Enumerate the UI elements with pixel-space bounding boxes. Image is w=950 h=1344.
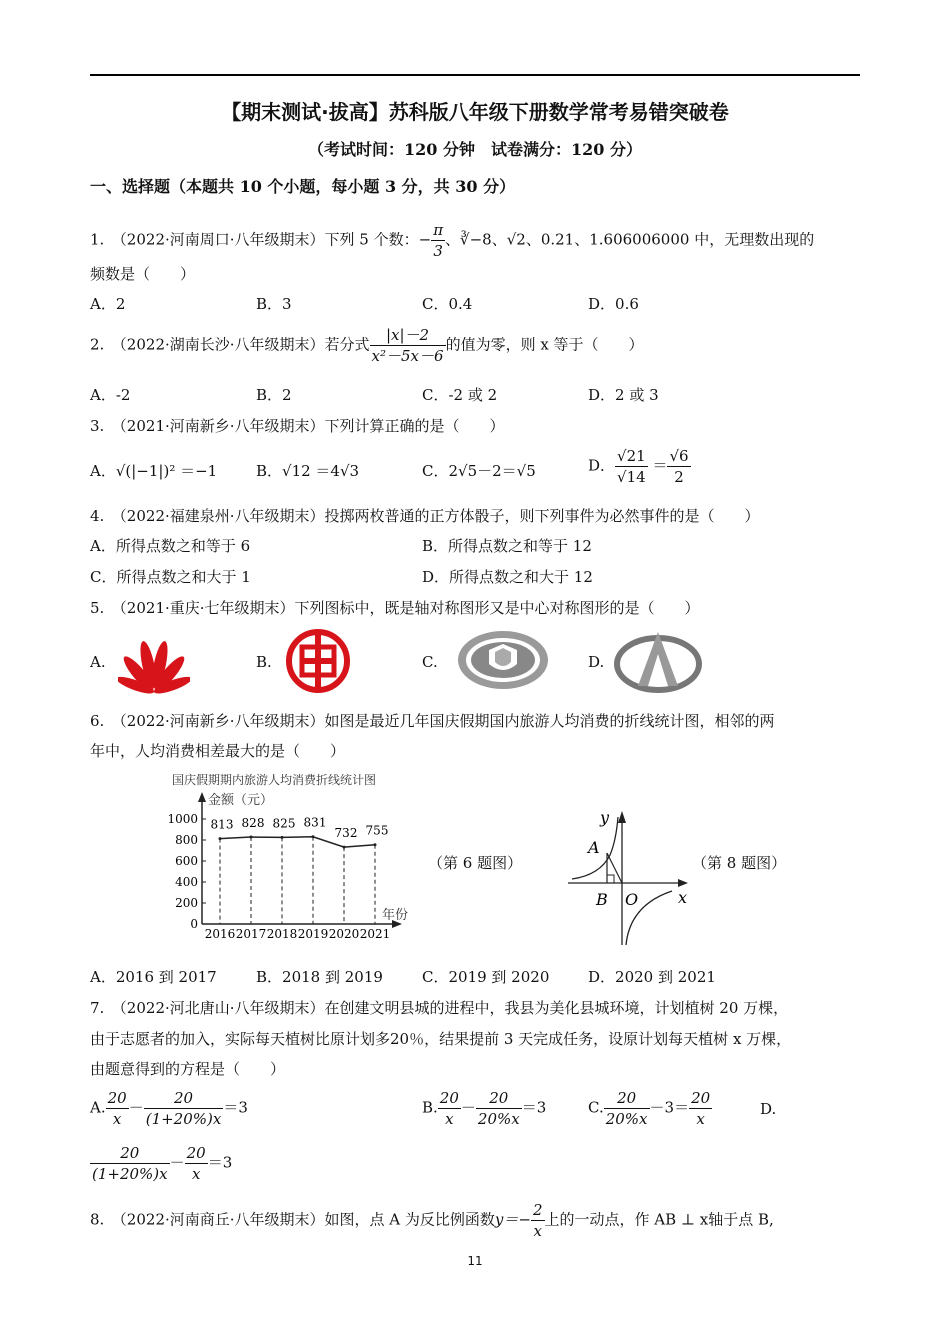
great-wall-logo-icon [455,628,551,692]
q7-option-d-label[interactable]: D. [760,1100,777,1118]
section-heading: 一、选择题（本题共 10 个小题，每小题 3 分，共 30 分） [90,177,516,196]
q7-option-a[interactable]: A. $\frac{20}{x}$ － $\frac{20}{(1+20\%)x}$ ＝3 [90,1089,248,1128]
q6-option-a[interactable]: A．2016 到 2017 [90,968,217,986]
chart-ylabel: 金额（元） [208,793,274,808]
page-number: 11 [467,1254,483,1268]
q2-option-d[interactable]: D．2 或 3 [588,386,659,404]
chery-logo-icon [614,624,702,694]
q5-option-d[interactable]: D. [588,653,605,671]
q2-option-a[interactable]: A．-2 [90,386,131,404]
consumption-line-chart [160,770,420,950]
data-label: 825 [272,816,296,831]
fig8-x-arrow [678,879,688,887]
q6-option-c[interactable]: C．2019 到 2020 [422,968,550,986]
q7-option-d[interactable]: $\frac{20}{(1+20\%)x}$ － $\frac{20}{x}$ ＝3 [92,1144,233,1183]
question-5: 5. （2021·重庆·七年级期末）下列图标中，既是轴对称图形又是中心对称图形的是（ ） [90,599,700,617]
q1-option-a[interactable]: A．2 [90,295,126,313]
figure-6-caption: （第 6 题图） [428,854,523,872]
q3-option-a[interactable]: A．√(|−1|)² ＝−1 [90,462,218,480]
q1-option-c[interactable]: C．0.4 [422,295,473,313]
page-title: 【期末测试·拔高】苏科版八年级下册数学常考易错突破卷 [221,100,729,124]
question-2 [90,325,644,366]
q1-lead: 1. （2022·河南周口·八年级期末）下列 5 个数： [90,230,419,249]
y-tick-label: 600 [175,854,198,868]
figure-8-caption: （第 8 题图） [692,854,787,872]
q7-option-c[interactable]: C. $\frac{20}{20\%x}$ －3＝ $\frac{20}{x}$ [588,1089,711,1128]
huawei-logo-icon [118,636,190,694]
y-tick-label: 800 [175,833,198,847]
q7-option-b[interactable]: B. $\frac{20}{x}$ － $\frac{20}{20\%x}$ ＝3 [422,1089,547,1128]
q6-option-d[interactable]: D．2020 到 2021 [588,968,716,986]
inverse-function-graph [560,805,690,950]
y-tick-label: 1000 [167,812,198,826]
data-label: 831 [303,815,327,830]
y-tick-label: 0 [190,917,198,931]
fig8-label-o: O [625,890,639,909]
question-6-line1: 6. （2022·河南新乡·八年级期末）如图是最近几年国庆假期国内旅游人均消费的折线统计图，相邻的两 [90,712,775,730]
chart-xlabel: 年份 [382,908,409,923]
q1-fraction: $\frac{\pi}{3}$ [433,221,444,260]
question-4: 4. （2022·福建泉州·八年级期末）投掷两枚普通的正方体骰子，则下列事件为必然事件的是（ ） [90,507,760,525]
q1-option-d[interactable]: D．0.6 [588,295,639,313]
chart-title: 国庆假期期内旅游人均消费折线统计图 [172,773,377,787]
q1-option-b[interactable]: B．3 [256,295,292,313]
q2-lead: 2. （2022·湖南长沙·八年级期末）若分式 [90,335,370,354]
fig8-label-x: x [678,888,688,907]
question-7-line3: 由题意得到的方程是（ ） [90,1060,286,1078]
data-label: 732 [334,826,358,841]
x-tick-label: 2016 [204,927,236,941]
fig8-right-angle [607,875,614,883]
q2-fraction: $\frac{|x|-2}{\text{x²－5x－6}}$ [371,326,444,365]
q2-option-b[interactable]: B．2 [256,386,292,404]
q1-numbers: 、∛−8、√2、0.21、1.606006000 中，无理数出现的 [445,230,815,249]
q3-option-d[interactable]: D． $\frac{√21}{√14}$ ＝ $\frac{√6}{2}$ [588,447,689,486]
icbc-logo-icon [284,627,352,695]
q5-option-a[interactable]: A. [90,653,106,671]
y-tick-label: 200 [175,896,198,910]
q2-tail: 的值为零，则 x 等于（ ） [445,335,644,354]
q4-option-b[interactable]: B．所得点数之和等于 12 [422,537,592,555]
y-tick-label: 400 [175,875,198,889]
x-tick-label: 2018 [266,927,298,941]
q4-option-c[interactable]: C．所得点数之和大于 1 [90,568,251,586]
question-6-line2: 年中，人均消费相差最大的是（ ） [90,742,346,760]
question-7-line2: 由于志愿者的加入，实际每天植树比原计划多20％，结果提前 3 天完成任务，设原计划每天植树 x 万棵， [90,1030,792,1048]
q5-option-b[interactable]: B. [256,653,272,671]
x-tick-label: 2020 [328,927,360,941]
q5-option-c[interactable]: C. [422,653,438,671]
question-3: 3. （2021·河南新乡·八年级期末）下列计算正确的是（ ） [90,417,505,435]
q4-option-a[interactable]: A．所得点数之和等于 6 [90,537,251,555]
question-7-line1: 7. （2022·河北唐山·八年级期末）在创建文明县城的进程中，我县为美化县城环境，计划植树 20 万棵， [90,999,789,1017]
q6-option-b[interactable]: B．2018 到 2019 [256,968,383,986]
question-1: 1. （2022·河南周口·八年级期末）下列 5 个数：− $\frac{\pi}{3}$ 、∛−8、√2、0.21、1.606006000 中，无理数出现的 [90,221,815,260]
x-tick-label: 2019 [297,927,329,941]
q1-continuation: 频数是（ ） [90,265,196,283]
fig8-label-y: y [600,808,610,827]
top-rule [90,74,860,76]
q3-option-c[interactable]: C．2√5－2＝√5 [422,462,536,480]
data-label: 828 [241,816,265,831]
q2-option-c[interactable]: C．-2 或 2 [422,386,498,404]
y-axis-arrow [198,792,206,802]
data-label: 813 [210,817,234,832]
x-tick-label: 2021 [359,927,391,941]
fig8-y-arrow [618,811,626,823]
q4-option-d[interactable]: D．所得点数之和大于 12 [422,568,593,586]
q3-option-b[interactable]: B．√12 ＝4√3 [256,462,360,480]
question-8: 8. （2022·河南商丘·八年级期末）如图，点 A 为反比例函数y＝− $\frac{2}{x}$ 上的一动点，作 AB ⊥ x轴于点 B, [90,1201,774,1240]
fig8-label-b: B [596,890,608,909]
fig8-label-a: A [588,838,600,857]
x-tick-label: 2017 [235,927,267,941]
data-label: 755 [365,823,389,838]
exam-info: （考试时间：120 分钟 试卷满分：120 分） [308,140,642,159]
